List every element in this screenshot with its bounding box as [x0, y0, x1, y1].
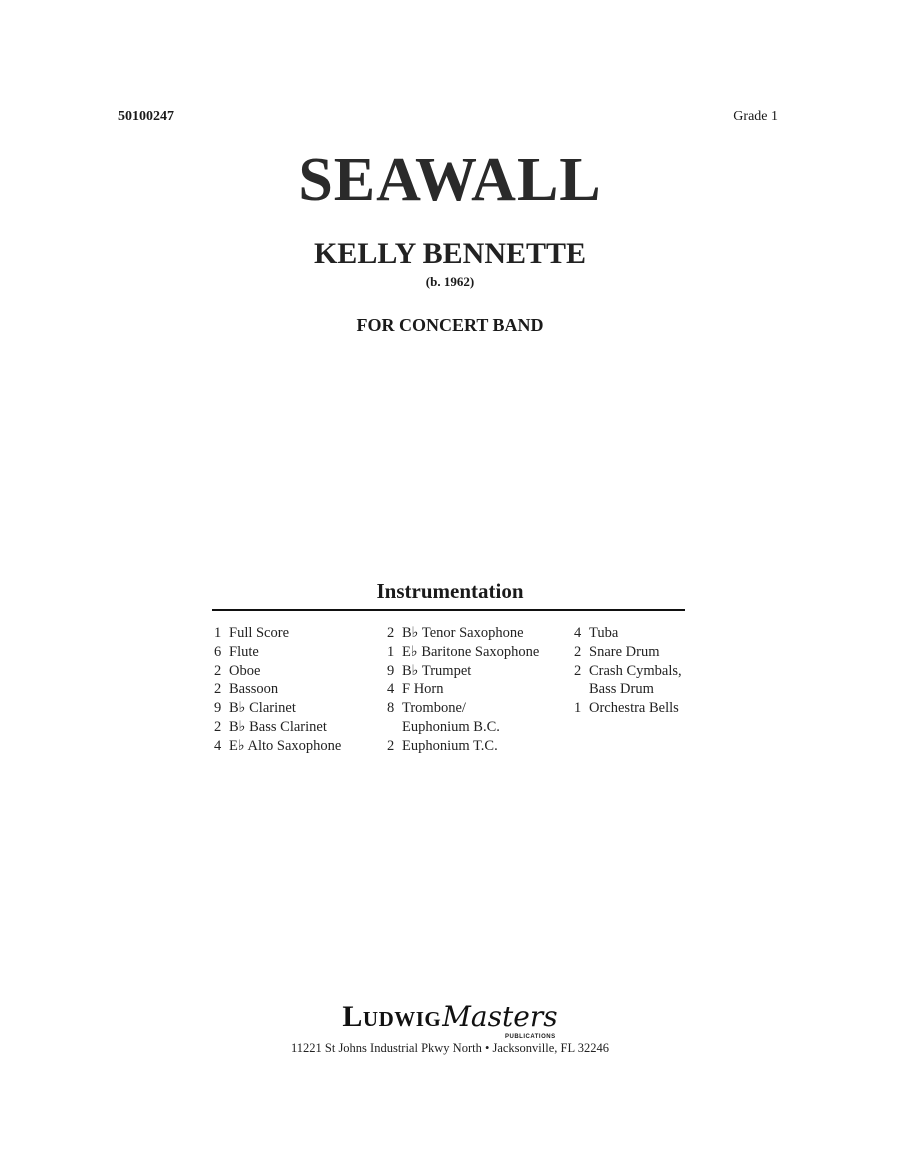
instrument-row	[387, 662, 539, 681]
instrument-row	[574, 699, 682, 718]
instrument-quantity: 9	[387, 662, 395, 679]
instrument-row	[387, 643, 539, 662]
instrument-name: B♭ Tenor Saxophone	[402, 625, 524, 641]
instrument-quantity: 8	[387, 700, 395, 717]
instrument-name-continued: Bass Drum	[589, 681, 654, 698]
instrument-quantity: 2	[214, 718, 222, 735]
instrument-name: Oboe	[229, 662, 261, 679]
publisher-logo	[0, 1000, 900, 1040]
instrument-quantity: 2	[387, 737, 395, 754]
instrumentation-column-2	[387, 624, 539, 756]
instrument-name: Crash Cymbals,	[589, 662, 682, 679]
ensemble-label: FOR CONCERT BAND	[356, 315, 544, 335]
instrument-row	[387, 624, 539, 643]
logo-masters-text: Masters	[442, 1000, 558, 1033]
instrument-name: Snare Drum	[589, 643, 660, 660]
instrument-name: Bassoon	[229, 681, 279, 698]
instrument-row	[214, 643, 341, 662]
publisher-address: 11221 St Johns Industrial Pkwy North • Jacksonville, FL 32246	[290, 1041, 610, 1055]
instrument-row	[387, 737, 539, 756]
instrument-quantity: 9	[214, 700, 222, 717]
instrument-name: B♭ Trumpet	[402, 662, 472, 679]
instrumentation-divider	[212, 609, 685, 611]
instrument-row	[214, 737, 341, 756]
instrument-quantity: 4	[387, 681, 395, 698]
instrument-row	[214, 699, 341, 718]
instrument-row	[574, 662, 682, 681]
instrument-quantity: 1	[574, 700, 582, 717]
instrument-row	[387, 699, 539, 718]
instrument-name: F Horn	[402, 681, 444, 698]
instrument-row	[574, 624, 682, 643]
instrumentation-column-1	[214, 624, 341, 756]
instrument-name: Trombone/	[402, 700, 466, 717]
instrument-quantity: 6	[214, 643, 222, 660]
logo-ludwig-text: LUDWIG	[342, 1000, 442, 1033]
instrument-quantity: 4	[574, 625, 582, 641]
instrument-row	[214, 718, 341, 737]
instrument-quantity: 1	[387, 643, 395, 660]
instrument-name: Full Score	[229, 625, 290, 641]
instrument-name: Tuba	[589, 625, 619, 641]
instrument-quantity: 2	[214, 662, 222, 679]
instrument-name: Orchestra Bells	[589, 700, 679, 717]
catalog-number: 50100247	[118, 109, 174, 124]
instrument-quantity: 2	[574, 662, 582, 679]
composer-name: KELLY BENNETTE	[313, 237, 587, 270]
instrumentation-heading: Instrumentation	[376, 579, 524, 603]
instrument-row	[574, 643, 682, 662]
instrument-row	[214, 662, 341, 681]
instrument-name: B♭ Bass Clarinet	[229, 718, 327, 735]
grade-level: Grade 1	[733, 109, 778, 124]
instrumentation-column-3	[574, 624, 682, 718]
instrument-name: Flute	[229, 643, 259, 660]
instrument-quantity: 1	[214, 625, 222, 641]
instrument-quantity: 2	[214, 681, 222, 698]
instrument-row	[214, 624, 341, 643]
instrument-quantity: 2	[387, 625, 395, 641]
instrument-quantity: 4	[214, 737, 222, 754]
piece-title: SEAWALL	[298, 146, 602, 214]
instrument-name: B♭ Clarinet	[229, 700, 296, 717]
composer-dates: (b. 1962)	[425, 274, 475, 289]
instrument-name: E♭ Baritone Saxophone	[402, 643, 540, 660]
logo-publications-text: PUBLICATIONS	[505, 1034, 556, 1040]
instrument-name: E♭ Alto Saxophone	[229, 737, 342, 754]
instrument-name: Euphonium T.C.	[402, 737, 498, 754]
instrument-row	[214, 680, 341, 699]
instrument-name-continued: Euphonium B.C.	[402, 718, 500, 735]
instrument-row	[387, 680, 539, 699]
instrument-quantity: 2	[574, 643, 582, 660]
